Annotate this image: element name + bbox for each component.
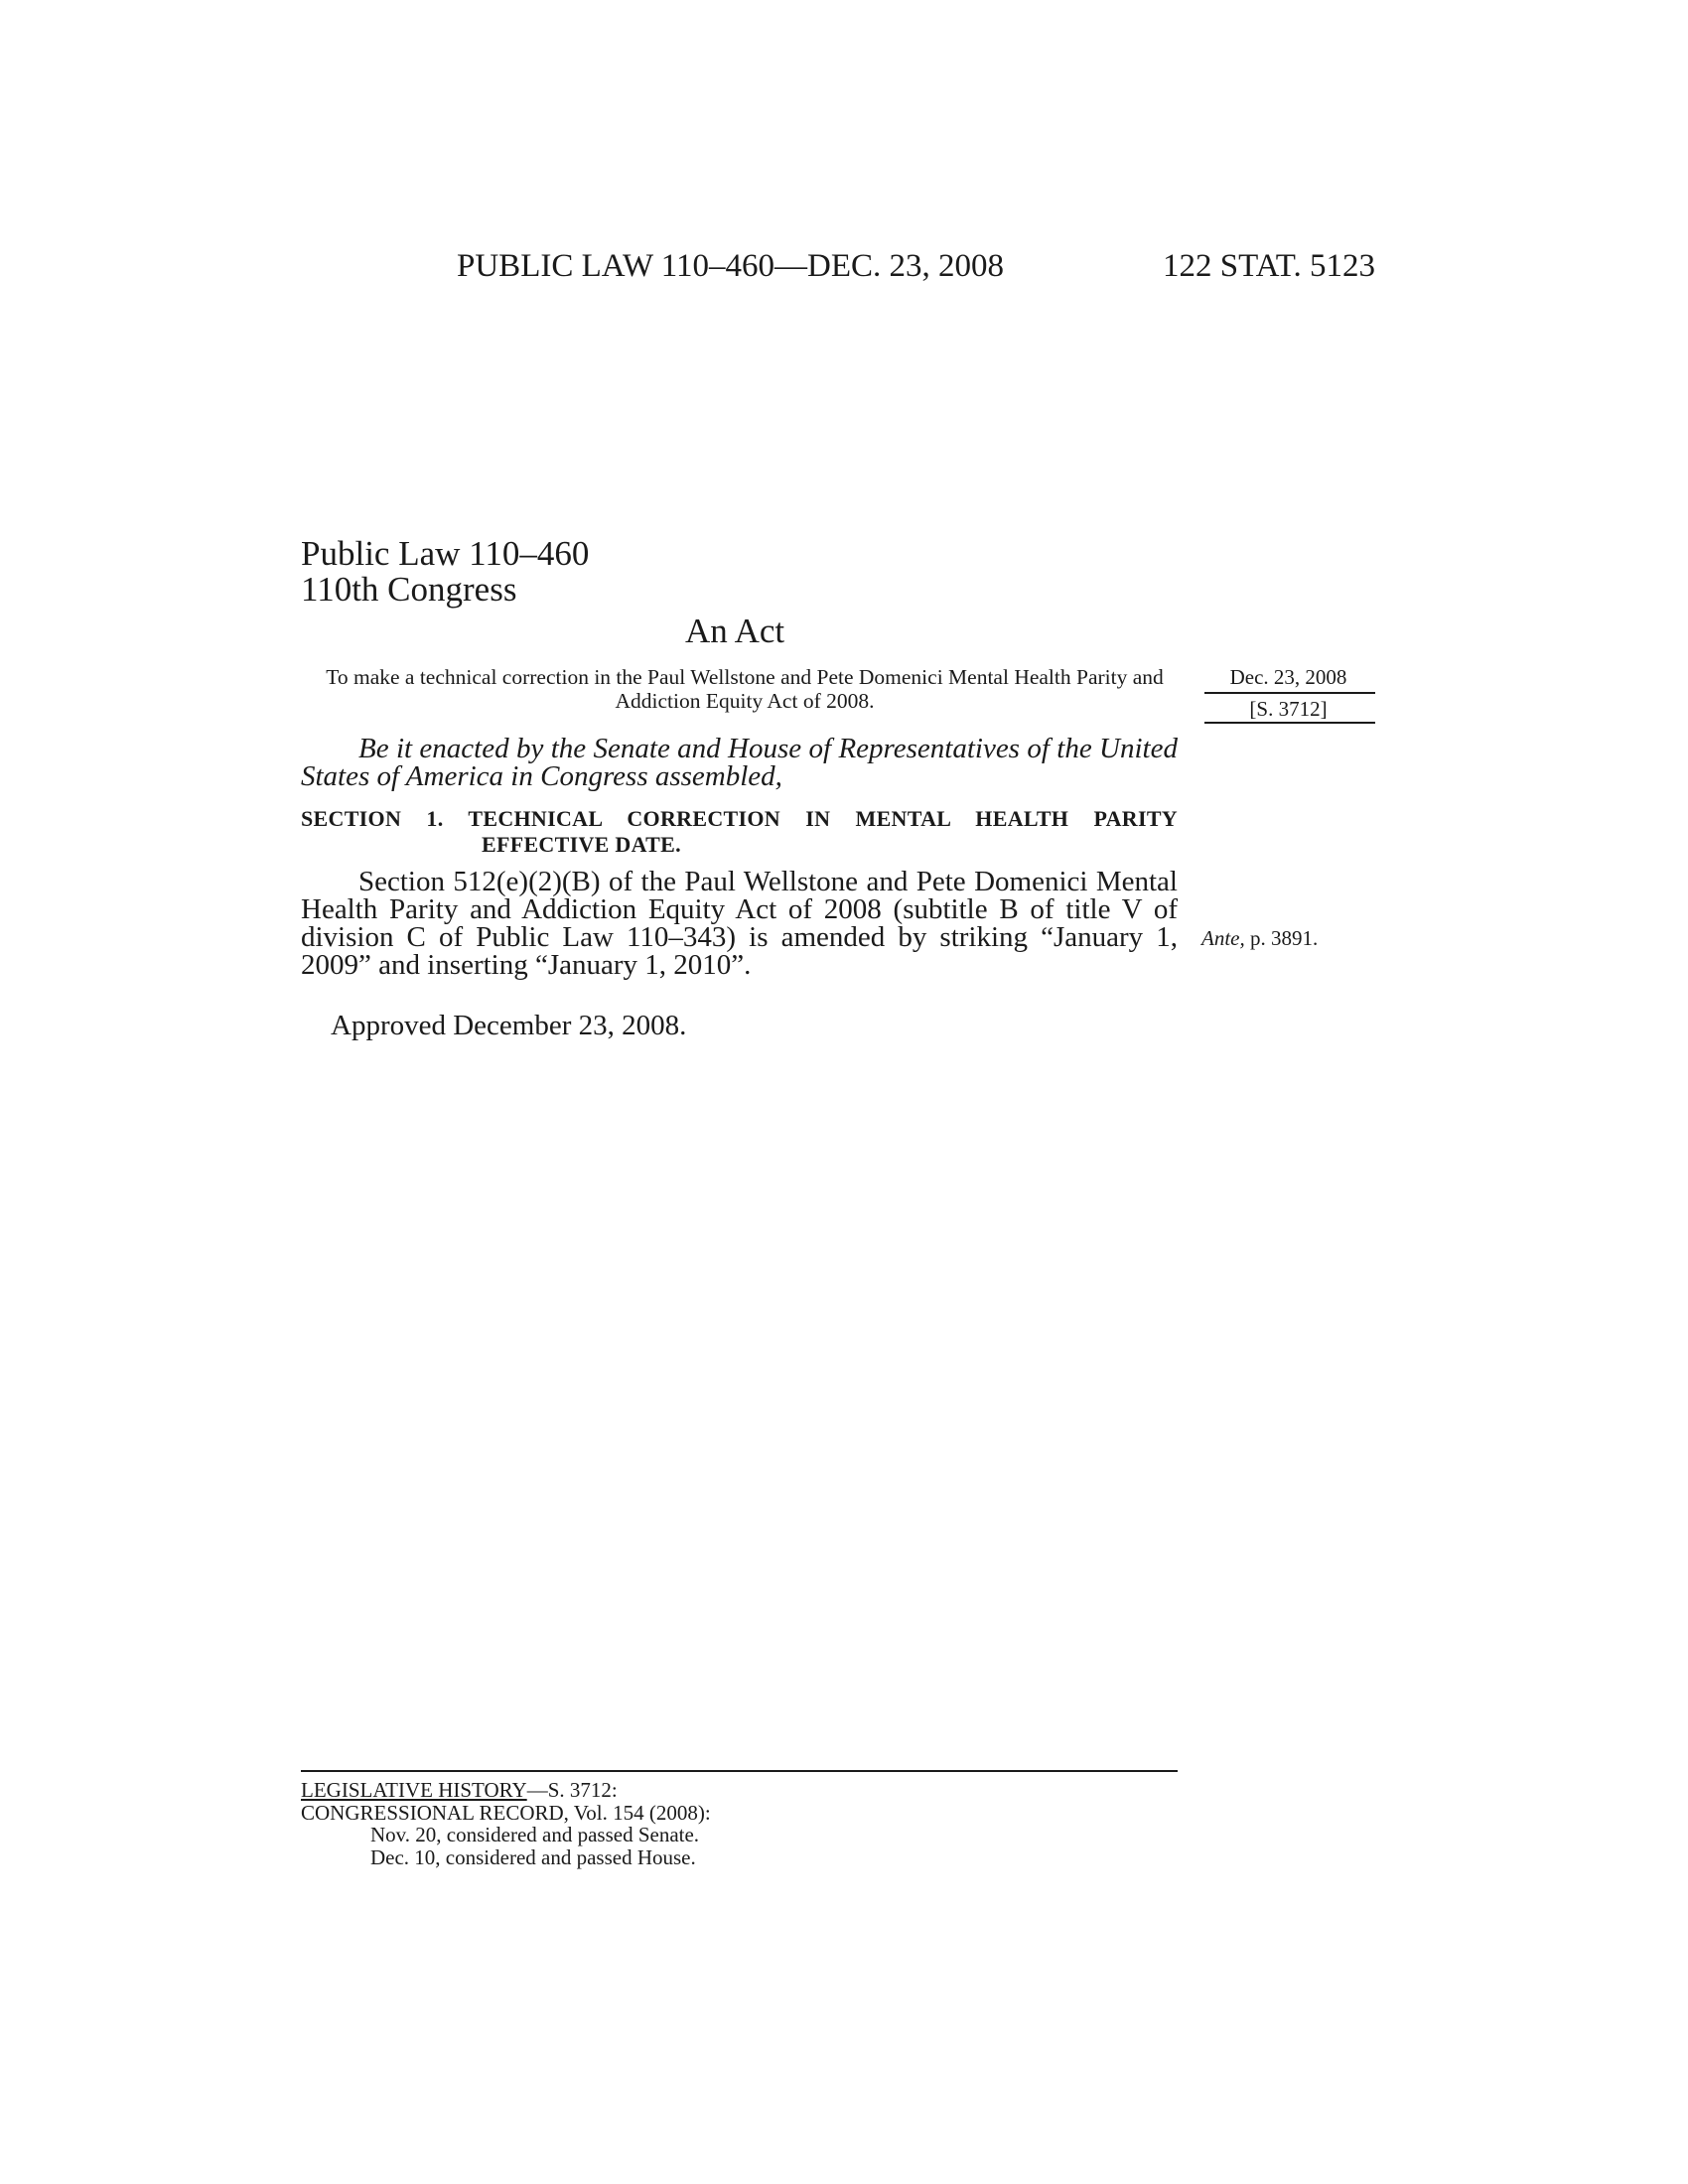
enacting-clause: Be it enacted by the Senate and House of Representatives of the United States of America in Congress assembled,	[301, 733, 1178, 792]
margin-date: Dec. 23, 2008	[1229, 665, 1347, 689]
legislative-history-bill: —S. 3712:	[526, 1778, 618, 1802]
running-head-page-number: 122 STAT. 5123	[1162, 248, 1375, 284]
section-heading-line-2: EFFECTIVE DATE.	[482, 832, 681, 857]
history-entry: Nov. 20, considered and passed Senate.	[370, 1823, 700, 1846]
section-body: Section 512(e)(2)(B) of the Paul Wellstone and Pete Domenici Mental Health Parity and Addiction Equity Act of 2008 (subtitle B of title V of division C of Public Law 110–343) is amended by striking “January 1, 2009” and inserting “January 1, 2010”.	[301, 866, 1178, 981]
margin-bill-number: [S. 3712]	[1249, 697, 1328, 721]
purpose-statement: To make a technical correction in the Paul Wellstone and Pete Domenici Mental Health Parity and Addiction Equity Act of 2008.	[326, 665, 1164, 713]
footnote-rule	[301, 1770, 1178, 1772]
history-entry: Dec. 10, considered and passed House.	[370, 1844, 696, 1869]
margin-rule	[1204, 722, 1375, 724]
margin-note	[1201, 926, 1318, 951]
congress: 110th Congress	[301, 570, 517, 609]
margin-note-page: p. 3891.	[1244, 926, 1319, 950]
approval-line: Approved December 23, 2008.	[331, 1010, 687, 1041]
law-number: Public Law 110–460	[301, 534, 590, 573]
margin-note-italic: Ante,	[1201, 926, 1245, 950]
legislative-history-heading	[301, 1779, 711, 1802]
section-heading	[301, 806, 1178, 858]
section-heading-line-1: SECTION 1. TECHNICAL CORRECTION IN MENTAL HEALTH PARITY	[301, 806, 1178, 831]
legislative-history	[301, 1779, 711, 1868]
running-head-left: PUBLIC LAW 110–460—DEC. 23, 2008	[457, 248, 1005, 284]
act-heading: An Act	[685, 612, 785, 650]
margin-rule	[1204, 692, 1375, 694]
legislative-history-label: LEGISLATIVE HISTORY	[301, 1778, 527, 1802]
congressional-record: CONGRESSIONAL RECORD, Vol. 154 (2008):	[301, 1800, 711, 1825]
